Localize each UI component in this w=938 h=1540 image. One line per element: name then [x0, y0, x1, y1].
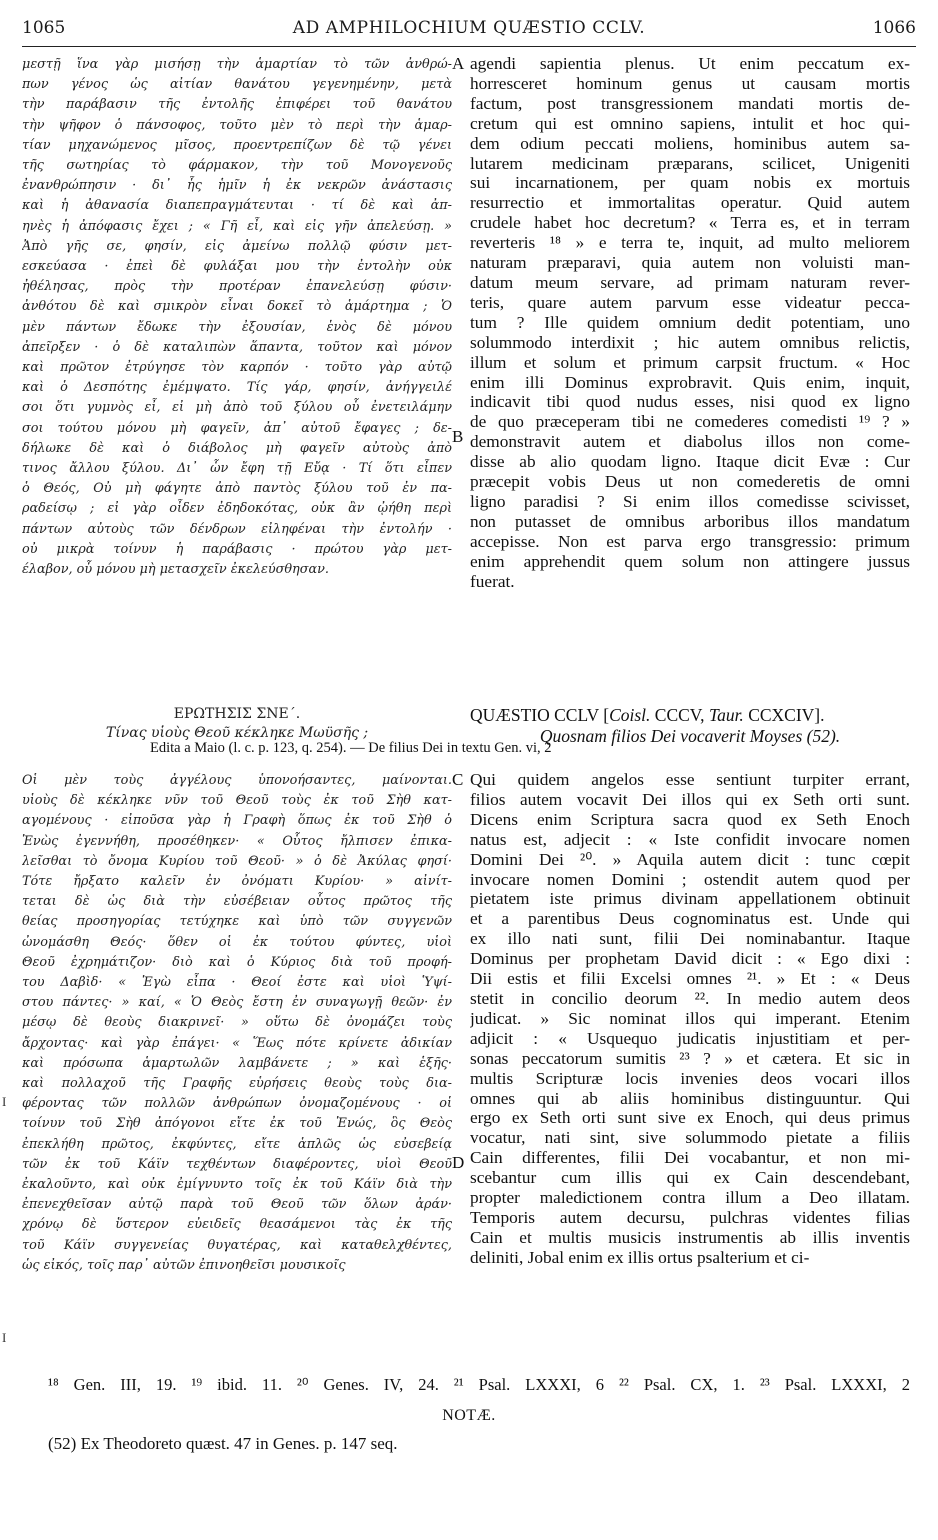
greek-text-line: ραδείσῳ ; εἰ γὰρ οἶδεν ἐδηδοκότας, οὐκ ἂν ᾠήθη περὶ: [22, 501, 452, 517]
greek-text-line: ἀπεῖρξεν · ὁ δὲ καταλιπὼν ἅπαντα, τοῦτον καὶ μόνον: [22, 339, 452, 355]
latin-text-line: propter maledictionem contra illum a Deo illatam.: [470, 1188, 910, 1208]
greek-text-line: χρόνῳ δὲ ὕστερον εὐειδεῖς θεασάμενοι τὰς ἐκ τῆς: [22, 1217, 452, 1233]
greek-text-line: Οἱ μὲν τοὺς ἀγγέλους ὑπονοήσαντες, μαίνονται.: [22, 773, 452, 788]
running-title: AD AMPHILOCHIUM QUÆSTIO CCLV.: [292, 18, 646, 38]
greek-question-subheading: Τίνας υἱοὺς Θεοῦ κέκληκε Μωϋσῆς ;: [105, 725, 369, 741]
greek-text-line: θείας προσηγορίας τετύχηκε καὶ ὑπὸ τῶν συγγενῶν: [22, 914, 452, 930]
greek-text-line: έλαβον, οὗ μόνου μὴ μετασχεῖν ἐκελεύσθησαν.: [22, 562, 329, 578]
greek-question-heading: ΕΡΩΤΗΣΙΣ ΣΝΕ΄.: [173, 706, 301, 722]
footnote-references: ¹⁸ Gen. III, 19. ¹⁹ ibid. 11. ²⁰ Genes. IV, 24. ²¹ Psal. LXXXI, 6 ²² Psal. CX, 1. ²³ Psal. LXXXI, 2: [48, 1375, 910, 1394]
note-52: (52) Ex Theodoreto quæst. 47 in Genes. p. 147 seq.: [48, 1434, 398, 1453]
section-marker-c: C: [452, 770, 464, 789]
section-marker-b: B: [452, 427, 464, 446]
latin-text-line: enim apprehendit quem solum non attingere jussus: [470, 551, 910, 571]
greek-text-line: μὲν πάντων ἔδωκε τὴν ἐξουσίαν, ἑνὸς δὲ μόνου: [22, 319, 452, 335]
greek-column-top: [22, 55, 452, 580]
greek-text-line: ἀνθότου δὲ καὶ σμικρὸν εἶναι δοκεῖ τὸ ἁμάρτημα ; Ὁ: [22, 299, 452, 315]
greek-text-line: οὐ μικρὰ τοίνυν ἡ παράβασις · πρώτου γὰρ μετ-: [22, 541, 452, 557]
greek-text-line: εσκεύασα · ἐπεὶ δὲ φυλάξαι μου τὴν ἐντολὴν οὐκ: [22, 259, 452, 275]
latin-text-line: horresceret hominum genus ut causam mortis: [470, 73, 910, 93]
greek-text-line: αγομένους · εἰποῦσα γὰρ ἡ Γραφὴ ὅπως ἐκ τοῦ Σὴθ ὁ: [22, 813, 452, 829]
greek-text-line: ὁ Θεός, Οὐ μὴ φάγητε ἀπὸ παντὸς ξύλου τοῦ ἐν πα-: [22, 481, 452, 497]
latin-text-line: multis Scripturæ locis invenies deos vocari illos: [470, 1068, 910, 1088]
edge-mark-2: I: [2, 1330, 7, 1345]
latin-text-line: dem odium peccati moliens, hominibus autem sa-: [470, 133, 910, 153]
latin-text-line: filios autem vocavit Dei illos qui ex Seth orti sunt.: [470, 789, 910, 809]
greek-text-line: Τότε ἤρξατο καλεῖν ἐν ὀνόματι Κυρίου· » αἰνίτ-: [22, 874, 452, 890]
greek-text-line: ἐνανθρώπησιν · δι᾽ ἧς ἡμῖν ἡ ἐκ νεκρῶν ἀνάστασις: [22, 178, 452, 194]
edge-mark-1: I: [2, 1094, 7, 1109]
greek-text-line: δήλωκε δὲ καὶ ὁ διάβολος μὴ φαγεῖν αὐτοὺς ἀπὸ: [22, 440, 452, 456]
greek-text-line: φέροντας τῶν πολλῶν ἀνθρώπων ὀνομαζομένους · οἱ: [22, 1096, 452, 1112]
greek-text-line: τῶν ἐκ τοῦ Κάϊν τεχθέντων διαφέροντες, υἱοὶ Θεοῦ: [22, 1156, 452, 1172]
greek-text-line: τίαν μηχανώμενος μῖσος, προεντρεπίζων δὲ τῷ γένει: [22, 137, 452, 153]
latin-text-line: Domini Dei ²⁰. » Aquila autem dicit : tunc cœpit: [470, 849, 910, 869]
greek-text-line: τινος ἄλλου ξύλου. Δι᾽ ὧν ἔφη τῇ Εὔᾳ · Τί ὅτι εἶπεν: [22, 461, 452, 477]
greek-text-line: τῆς σωτηρίας τὸ φάρμακον, τὴν τοῦ Μονογενοῦς: [22, 158, 452, 174]
latin-question-heading: [470, 705, 910, 726]
greek-text-line: τοῦ Κάϊν συγγενείας θυγατέρας, καὶ καταθελχθέντες,: [22, 1237, 452, 1253]
latin-text-line: deliniti, Jobal enim ex illis ortus psalterium et ci-: [470, 1247, 810, 1267]
greek-text-line: σοι ὅτι γυμνὸς εἶ, εἰ μὴ ἀπὸ τοῦ ξύλου οὗ ἐνετειλάμην: [22, 400, 452, 416]
latin-text-line: factum, post transgressionem mandati mortis de-: [470, 93, 910, 113]
notes-heading: NOTÆ.: [442, 1407, 496, 1424]
latin-text-line: indicavit tibi quod nudus esses, nisi quod ex ligno: [470, 392, 910, 412]
latin-heading-mid: CCCV,: [650, 705, 709, 725]
section-marker-a: A: [452, 54, 465, 73]
latin-text-line: agendi sapientia plenus. Ut enim peccatum ex-: [470, 54, 910, 73]
greek-text-line: ἐπενεχθεῖσαν αὐτῷ παρὰ τοῦ Θεοῦ τῶν ὅλων ἀράν·: [22, 1197, 452, 1213]
latin-text-line: judicat. » Sic nominat illos qui imperant. Etenim: [470, 1008, 910, 1028]
greek-text-line: στου πάντες· » καί, « Ὁ Θεὸς ἔστη ἐν συναγωγῇ θεῶν· ἐν: [22, 995, 452, 1011]
latin-text-line: ligno paradisi ? Si enim illos comedisse scivisset,: [470, 491, 910, 511]
latin-text-line: Temporis autem decursu, pulchras videntes filias: [470, 1207, 910, 1227]
greek-text-line: μεστῇ ἵνα γὰρ μισήσῃ τὴν ἁμαρτίαν τὸ τῶν ἀνθρώ-: [22, 57, 452, 72]
latin-column-top: [470, 54, 910, 591]
latin-heading-coisl: Coisl.: [609, 705, 651, 725]
latin-text-line: reverteris ¹⁸ » e terra te, inquit, ad multo meliorem: [470, 233, 910, 253]
latin-heading-taur: Taur.: [708, 705, 744, 725]
edition-note: Edita a Maio (l. c. p. 123, q. 254). — De filius Dei in textu Gen. vi, 2: [150, 740, 552, 756]
greek-text-line: τὴν ψῆφον ὁ πάνσοφος, τοῦτο μὲν τὸ περὶ τὴν ἁμαρ-: [22, 117, 452, 133]
latin-text-line: tum ? Ille quidem omnium dedit potentiam, uno: [470, 312, 910, 332]
greek-text-line: λεῖσθαι τὸ ὄνομα Κυρίου τοῦ Θεοῦ· » ὁ δὲ Ἀκύλας φησί·: [22, 853, 452, 869]
latin-text-line: de quo præceperam tibi ne comederes comedisti ¹⁹ ? »: [470, 412, 910, 432]
latin-text-line: præcepit vobis Deus ut non comederetis de omni: [470, 472, 910, 492]
latin-text-line: Dii estis et filii Excelsi omnes ²¹. » Et : « Deus: [470, 969, 910, 989]
latin-text-line: non putasset de omnibus arboribus illos mandatum: [470, 511, 910, 531]
greek-text-line: καὶ πολλαχοῦ τῆς Γραφῆς εὑρήσεις θεοὺς τοὺς δια-: [22, 1076, 452, 1092]
greek-text-line: τεται δὲ ὡς διὰ τὴν εὐσέβειαν οὗτος πρῶτος τῆς: [22, 894, 452, 910]
greek-text-line: Ἀπὸ γῆς σε, φησίν, εἰς ἀμείνω πολλῷ φύσιν μετ-: [22, 238, 452, 254]
latin-text-line: sonas peccatorum sumitis ²³ ? » et cætera. Et sic in: [470, 1048, 910, 1068]
latin-text-line: accepisse. Non est parva ergo transgressio: primum: [470, 531, 910, 551]
latin-text-line: Cain et multis musicis instrumentis ab illis inventis: [470, 1227, 910, 1247]
latin-text-line: demonstravit autem et diabolus illos non come-: [470, 432, 910, 452]
latin-text-line: Cain differentes, filii Dei vocabantur, et non mi-: [470, 1148, 910, 1168]
greek-text-line: ηνὲς ἡ ἀπόφασις ἔχει ; « Γῆ εἶ, καὶ εἰς γῆν ἀπελεύσῃ. »: [22, 218, 452, 234]
greek-text-line: τὴν παράβασιν τῆς ἐντολῆς ἐπιφέρει τοῦ θανάτου: [22, 97, 452, 113]
greek-text-line: μέσῳ δὲ θεοὺς διακρινεῖ· » οὕτω δὲ ὀνομάζει τοὺς: [22, 1015, 452, 1031]
greek-text-line: ἐπεκλήθη πρῶτος, ἐκφύντες, εἴτε ἁπλῶς ὡς εὐσεβείᾳ: [22, 1136, 452, 1152]
greek-text-line: του Δαβὶδ· « Ἐγὼ εἶπα · Θεοί ἐστε καὶ υἱοὶ Ὑψί-: [22, 975, 452, 991]
page-number-left: 1065: [22, 18, 66, 38]
latin-text-line: ex illo nati sunt, filii Dei nominabantur. Itaque: [470, 929, 910, 949]
latin-question-subheading: Quosnam filios Dei vocaverit Moyses (52).: [539, 726, 841, 746]
latin-text-line: Qui quidem angelos esse sentiunt turpiter errant,: [470, 770, 910, 789]
latin-text-line: disse ab alio quodam ligno. Itaque dicit Evæ : Cur: [470, 452, 910, 472]
latin-text-line: stetit in concilio deorum ²². In medio autem deos: [470, 988, 910, 1008]
latin-text-line: sui incarnationem, per quam nobis ex mortuis: [470, 173, 910, 193]
latin-text-line: illum et solum et primum carpsit fructum. « Hoc: [470, 352, 910, 372]
latin-text-line: omnes qui ab aliis hominibus distinguuntur. Qui: [470, 1088, 910, 1108]
greek-text-line: υἱοὺς δὲ κέκληκε νῦν τοῦ Θεοῦ τοὺς ἐκ τοῦ Σὴθ κατ-: [22, 793, 452, 809]
latin-text-line: naturam præparavi, quia autem non voluisti man-: [470, 253, 910, 273]
latin-text-line: Dominus per prophetam David dicit : « Ego dixi :: [470, 949, 910, 969]
latin-heading-end: CCXCIV].: [743, 705, 825, 725]
greek-text-line: ἐκαλοῦντο, καὶ οὐκ ἐμίγνυντο τοῖς ἐκ τοῦ Κάϊν διὰ τὴν: [22, 1177, 452, 1193]
greek-text-line: Θεοῦ ἐχρημάτιζον· διὸ καὶ ὁ Κύριος διὰ τοῦ προφή-: [22, 954, 452, 970]
latin-text-line: scebantur cum illis qui ex Cain descendebant,: [470, 1168, 910, 1188]
latin-column-bottom: [470, 770, 910, 1268]
greek-text-line: ὠνομάσθη Θεός· ὅθεν οἱ ἐκ τούτου φύντες, υἱοὶ: [22, 934, 452, 950]
running-header: [22, 10, 916, 47]
latin-text-line: invocare nomen Domini ; ostendit autem quod per: [470, 869, 910, 889]
page-number-right: 1066: [872, 18, 916, 38]
greek-text-line: καὶ ἡ ἀθανασία διαπεπραγμάτευται · τί δὲ καὶ ἀπ-: [22, 198, 452, 214]
latin-text-line: vocatur, nati sint, sive solummodo pietate a filiis: [470, 1128, 910, 1148]
latin-text-line: resurrectio et immortalitas operatur. Quid autem: [470, 193, 910, 213]
greek-text-line: Ἐνὼς ἐγεννήθη, προσέθηκεν· « Οὗτος ἤλπισεν ἐπικα-: [22, 833, 452, 849]
greek-text-line: ἄρχοντας· καὶ γὰρ ἐπάγει· « Ἕως πότε κρίνετε ἀδικίαν: [22, 1035, 452, 1051]
latin-text-line: datum meum servare, ad primam naturam rever-: [470, 272, 910, 292]
latin-text-line: pietatem iste primus divinam appellationem obtinuit: [470, 889, 910, 909]
section-marker-d: D: [452, 1153, 465, 1172]
latin-text-line: lutarem medicinam præparans, scilicet, Unigeniti: [470, 153, 910, 173]
greek-text-line: ἠθέλησας, πρὸς τὴν προτέραν ἐπανελεύσῃ φύσιν·: [22, 279, 452, 295]
latin-text-line: Dicens enim Scriptura sacra quod ex Seth Enoch: [470, 809, 910, 829]
latin-text-line: crudele habet hoc decretum? « Terra es, et in terram: [470, 213, 910, 233]
greek-text-line: πάντων αὐτοὺς τῶν δένδρων εἰληφέναι τὴν ἐντολήν ·: [22, 521, 452, 537]
latin-text-line: et a parentibus Deus cognominatus est. Unde qui: [470, 909, 910, 929]
greek-text-line: τοίνυν τοῦ Σὴθ ἀπόγονοι εἴτε ἐκ τοῦ Ἐνώς, ὃς Θεὸς: [22, 1116, 452, 1132]
latin-text-line: cretum qui est omnino sapiens, intulit et hoc qui-: [470, 113, 910, 133]
greek-text-line: σοι τούτου μόνου μὴ φαγεῖν, ἀπ᾽ αὐτοῦ ἔφαγες ; δε-: [22, 420, 452, 436]
greek-text-line: καὶ πρῶτον ἐτρύγησε τὸν καρπόν · τοῦτο γὰρ αὐτῷ: [22, 360, 452, 376]
latin-heading-text: QUÆSTIO CCLV [: [470, 705, 610, 725]
greek-text-line: καὶ πρόσωπα ἁμαρτωλῶν λαμβάνετε ; » καὶ ἑξῆς·: [22, 1055, 452, 1071]
greek-column-bottom: [22, 771, 452, 1276]
latin-text-line: teris, quare autem parvum esse videatur pecca-: [470, 292, 910, 312]
latin-text-line: adjicit : « Usquequo judicatis injustitiam et per-: [470, 1028, 910, 1048]
greek-text-line: ὡς εἰκός, τοῖς παρ᾽ αὐτῶν ἐπινοηθεῖσι μουσικοῖς: [22, 1257, 346, 1273]
latin-text-line: natus est, adjecit : « Iste confidit invocare nomen: [470, 829, 910, 849]
greek-text-line: καὶ ὁ Δεσπότης ἐμέμψατο. Τίς γάρ, φησίν, ἀνήγγειλέ: [22, 380, 452, 396]
latin-text-line: solummodo interdixit ; hic autem omnibus relictis,: [470, 332, 910, 352]
latin-text-line: fuerat.: [470, 571, 515, 591]
latin-text-line: enim illi Dominus exprobravit. Quis enim, inquit,: [470, 372, 910, 392]
latin-text-line: ergo ex Seth orti sunt sive ex Enoch, qui deus primus: [470, 1108, 910, 1128]
greek-text-line: πων γένος ὡς αἰτίαν θανάτου γεγενημένην, μετὰ: [22, 77, 452, 93]
